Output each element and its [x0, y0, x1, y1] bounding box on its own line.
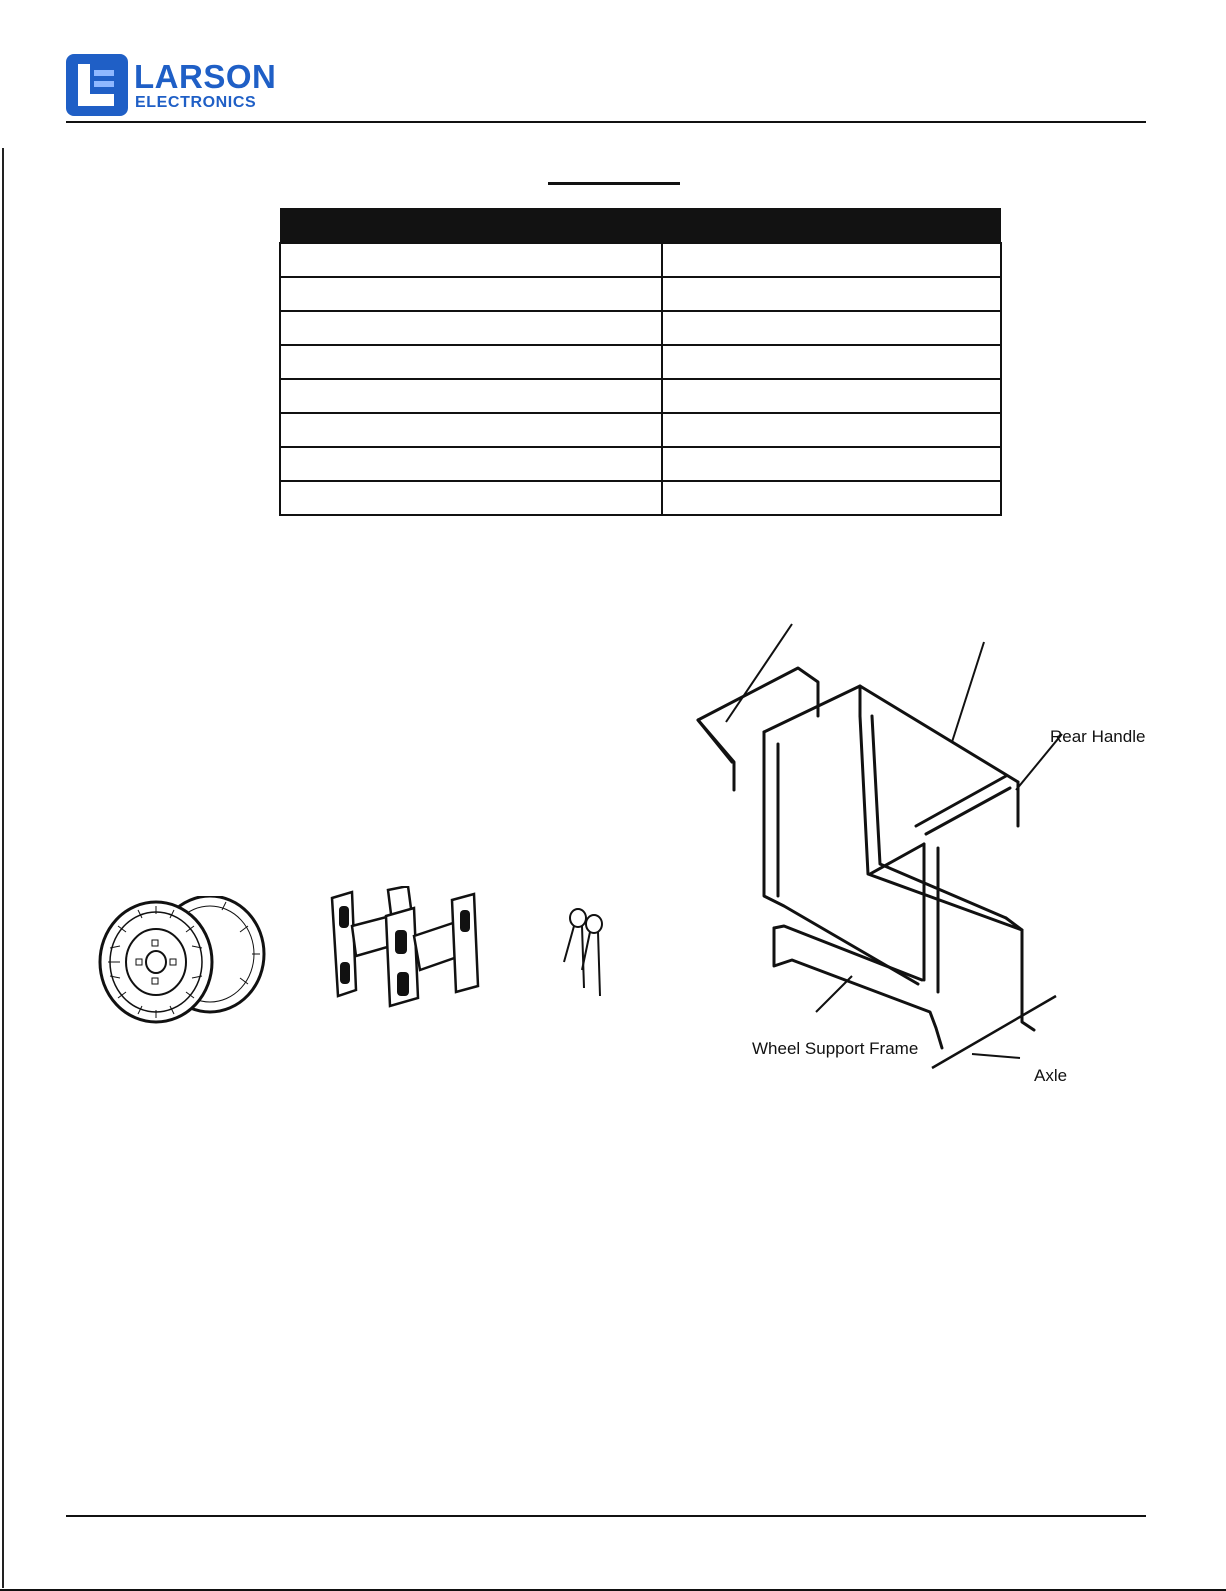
bracket-icon [328, 886, 484, 1018]
section-title-underline [548, 160, 680, 185]
table-cell [280, 413, 662, 447]
table-cell [280, 243, 662, 277]
brand-subname: ELECTRONICS [135, 94, 257, 111]
table-cell [662, 379, 1001, 413]
label-axle: Axle [1034, 1066, 1068, 1085]
larson-logo [66, 54, 306, 120]
table-cell [662, 481, 1001, 515]
table-cell [662, 447, 1001, 481]
table-cell [280, 447, 662, 481]
table-cell [280, 345, 662, 379]
table-cell [662, 345, 1001, 379]
label-wheel-support-frame: Wheel Support Frame [752, 1039, 919, 1058]
page-edge-line [2, 148, 4, 1588]
table-header-cell [280, 208, 662, 243]
table-row [280, 379, 1001, 413]
table-cell [280, 277, 662, 311]
table-row [280, 345, 1001, 379]
table-row [280, 413, 1001, 447]
table-header-row [280, 208, 1001, 243]
table-row [280, 311, 1001, 345]
frame-diagram [680, 612, 1200, 1102]
frame-diagram-icon [680, 612, 1200, 1102]
table-cell [662, 311, 1001, 345]
table-cell [662, 243, 1001, 277]
label-rear-handle: Rear Handle [1050, 727, 1146, 746]
larson-logo-icon [66, 54, 128, 116]
cotter-pin-icon [562, 908, 618, 1012]
table-row [280, 447, 1001, 481]
parts-table [279, 208, 1002, 516]
table-cell [280, 311, 662, 345]
table-row [280, 243, 1001, 277]
tire-icon [98, 896, 268, 1024]
table-cell [662, 277, 1001, 311]
brand-name: LARSON [134, 58, 277, 95]
table-row [280, 481, 1001, 515]
header-rule [66, 121, 1146, 123]
table-cell [662, 413, 1001, 447]
table-cell [280, 481, 662, 515]
table-cell [280, 379, 662, 413]
table-row [280, 277, 1001, 311]
table-header-cell [662, 208, 1001, 243]
footer-rule [66, 1515, 1146, 1517]
